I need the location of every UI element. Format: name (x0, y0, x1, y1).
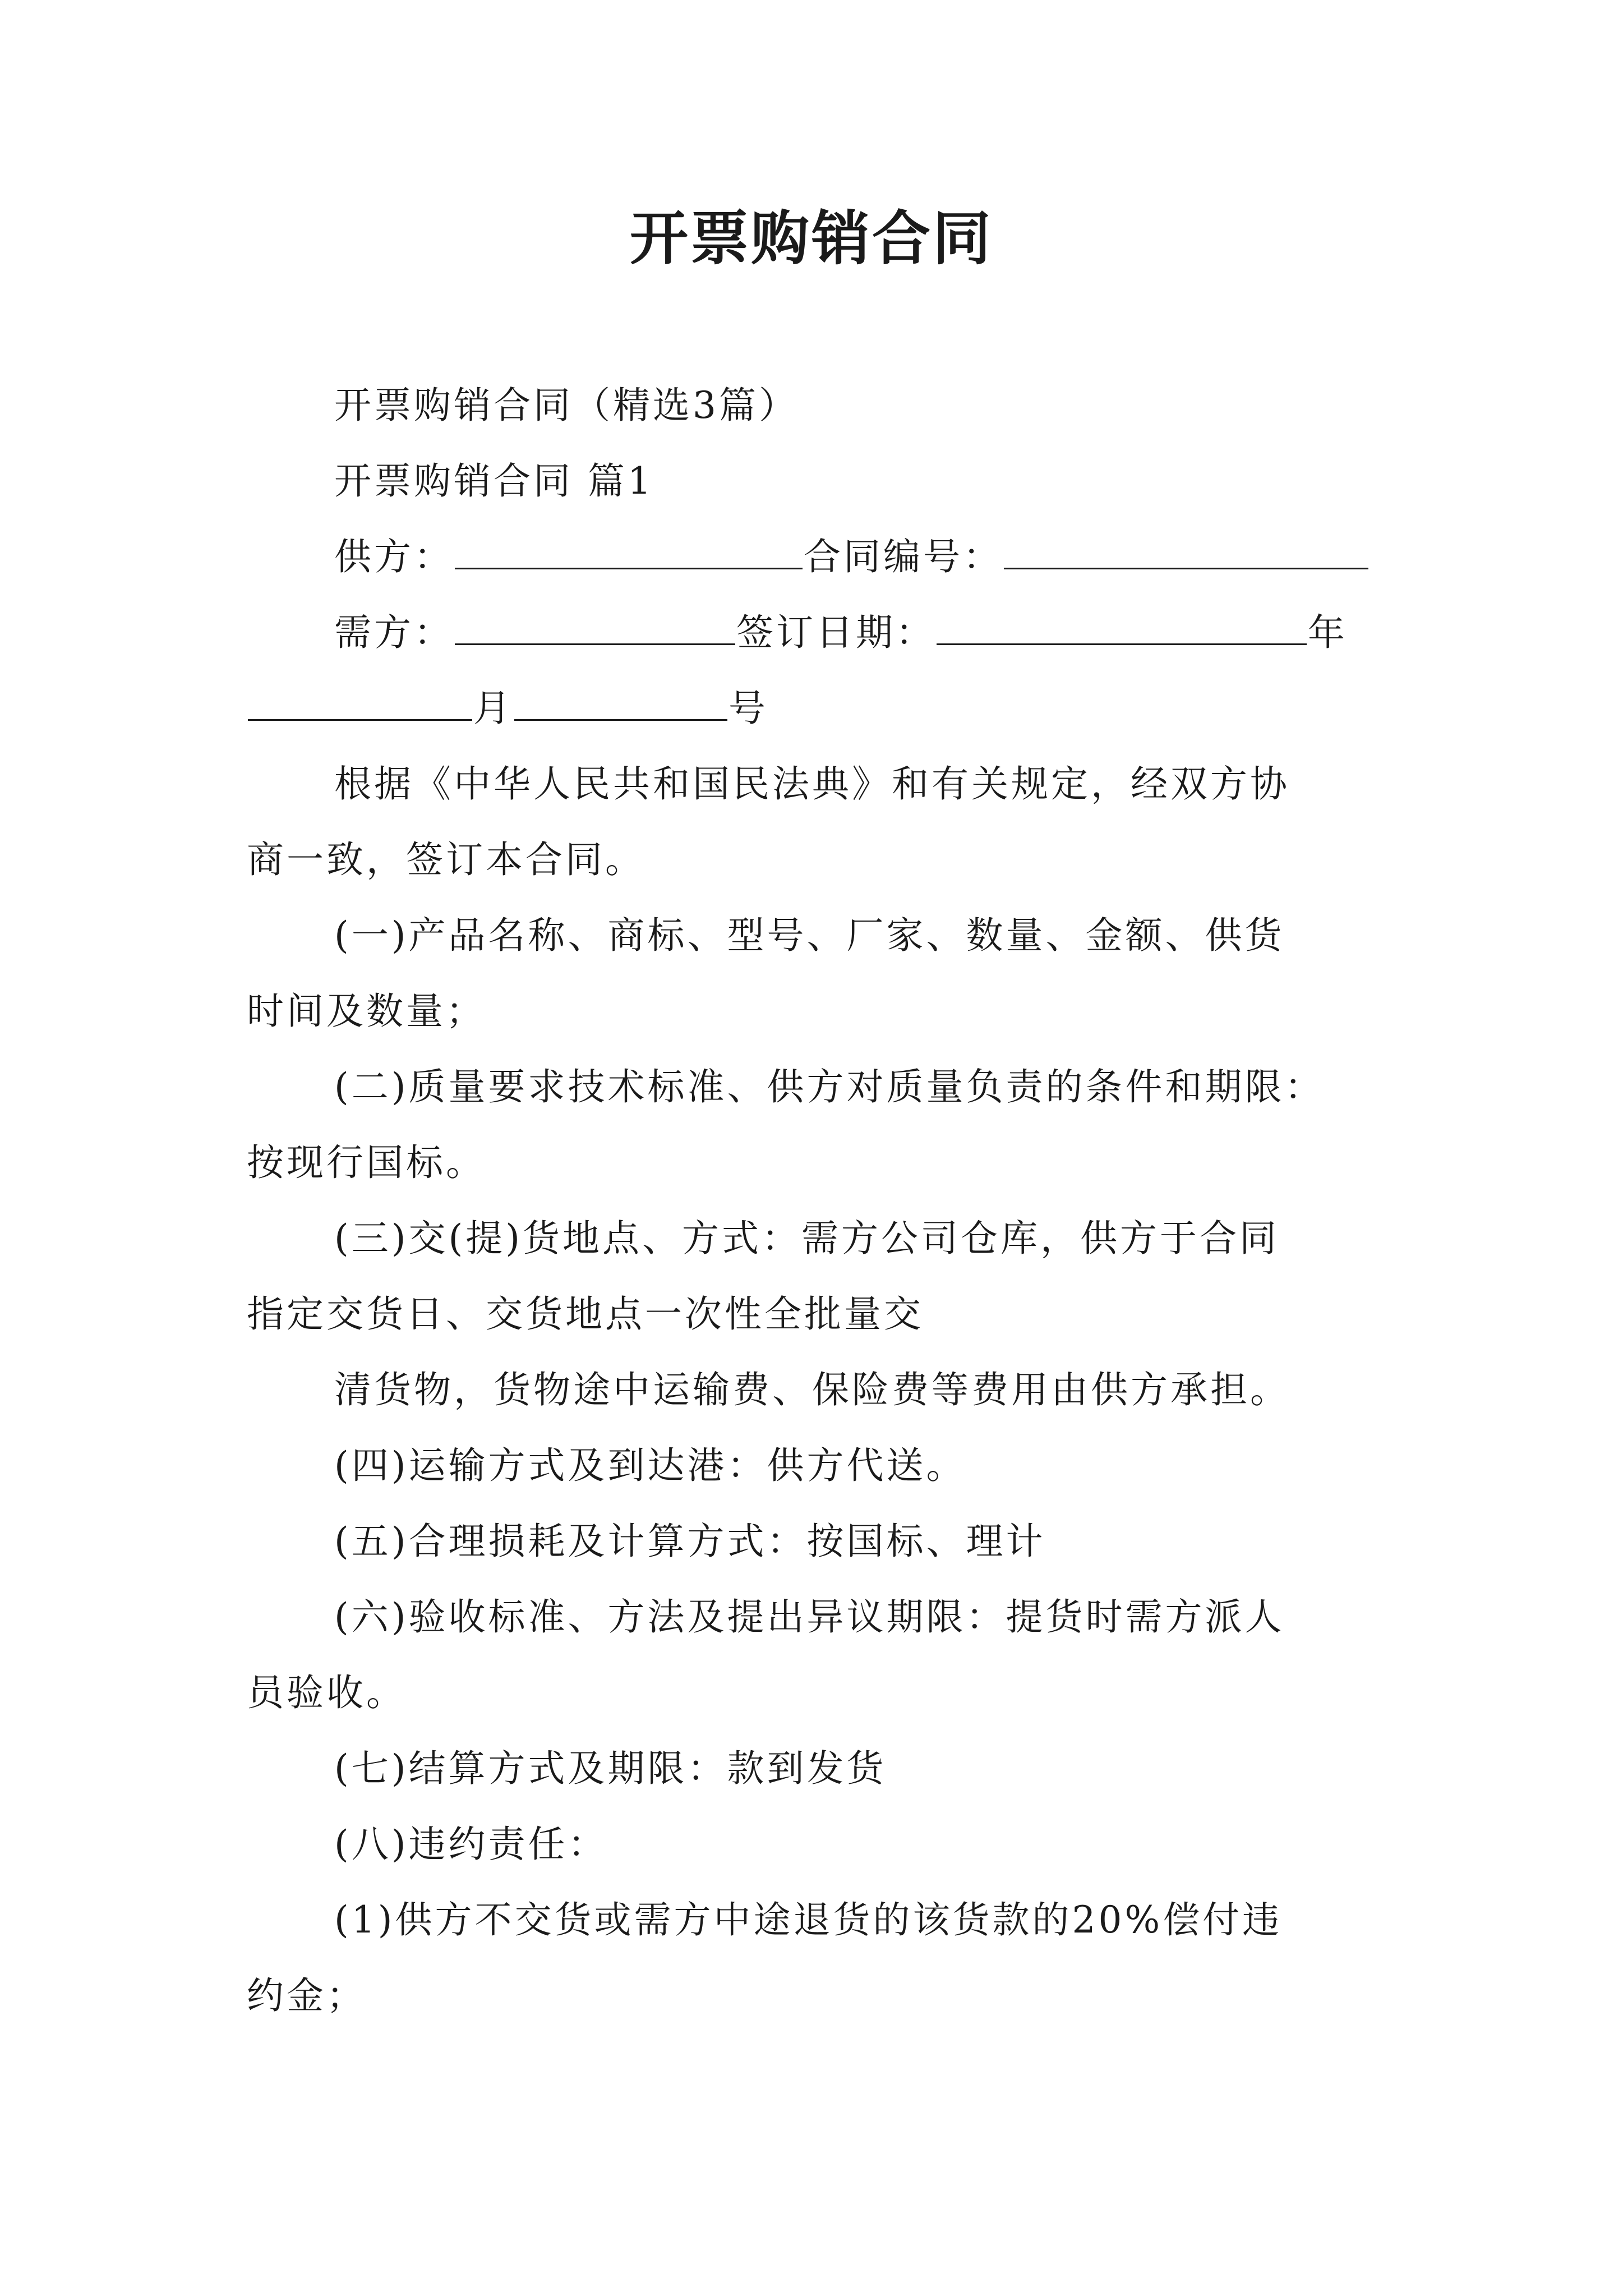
buyer-label: 需方： (334, 611, 454, 654)
buyer-sign-date-row (247, 595, 1385, 670)
section-heading: 开票购销合同 篇1 (334, 459, 654, 503)
month-label: 月 (473, 687, 513, 730)
contract-no-label: 合同编号： (804, 535, 1003, 578)
item-1-line-1: (一)产品名称、商标、型号、厂家、数量、金额、供货 (334, 914, 1285, 957)
document-subtitle: 开票购销合同（精选3篇） (334, 384, 799, 427)
buyer-blank (455, 610, 735, 645)
item-8: (八)违约责任： (334, 1823, 608, 1866)
document-body (247, 367, 1385, 2033)
item-3-line-1: (三)交(提)货地点、方式：需方公司仓库，供方于合同 (334, 1217, 1279, 1260)
item-8-1-line-2: 约金； (247, 1974, 366, 2017)
year-label: 年 (1308, 611, 1348, 654)
item-1-line-2: 时间及数量； (247, 990, 486, 1033)
item-5: (五)合理损耗及计算方式：按国标、理计 (334, 1520, 1046, 1563)
item-8-1-line-1: (1)供方不交货或需方中途退货的该货款的20%偿付违 (334, 1898, 1283, 1941)
sign-date-label: 签订日期： (736, 611, 935, 654)
intro-line-1: 根据《中华人民共和国民法典》和有关规定，经双方协 (334, 762, 1290, 806)
contract-no-blank (1004, 534, 1368, 569)
item-3-line-3: 清货物，货物途中运输费、保险费等费用由供方承担。 (334, 1368, 1290, 1411)
supplier-label: 供方： (334, 535, 454, 578)
item-2-line-1: (二)质量要求技术标准、供方对质量负责的条件和期限： (334, 1065, 1325, 1108)
intro-line-2: 商一致，签订本合同。 (247, 838, 645, 881)
month-day-row (247, 670, 1385, 746)
month-blank (248, 685, 472, 721)
supplier-blank (455, 534, 803, 569)
item-3-line-2: 指定交货日、交货地点一次性全批量交 (247, 1292, 924, 1336)
item-6-line-1: (六)验收标准、方法及提出异议期限：提货时需方派人 (334, 1595, 1285, 1639)
supplier-contract-no-row (247, 519, 1385, 595)
item-7: (七)结算方式及期限：款到发货 (334, 1747, 887, 1790)
item-6-line-2: 员验收。 (247, 1671, 406, 1714)
day-blank (514, 685, 727, 721)
item-4: (四)运输方式及到达港：供方代送。 (334, 1444, 966, 1487)
year-blank (937, 610, 1307, 645)
item-2-line-2: 按现行国标。 (247, 1141, 486, 1184)
day-label: 号 (728, 687, 768, 730)
document-title: 开票购销合同 (629, 204, 993, 273)
